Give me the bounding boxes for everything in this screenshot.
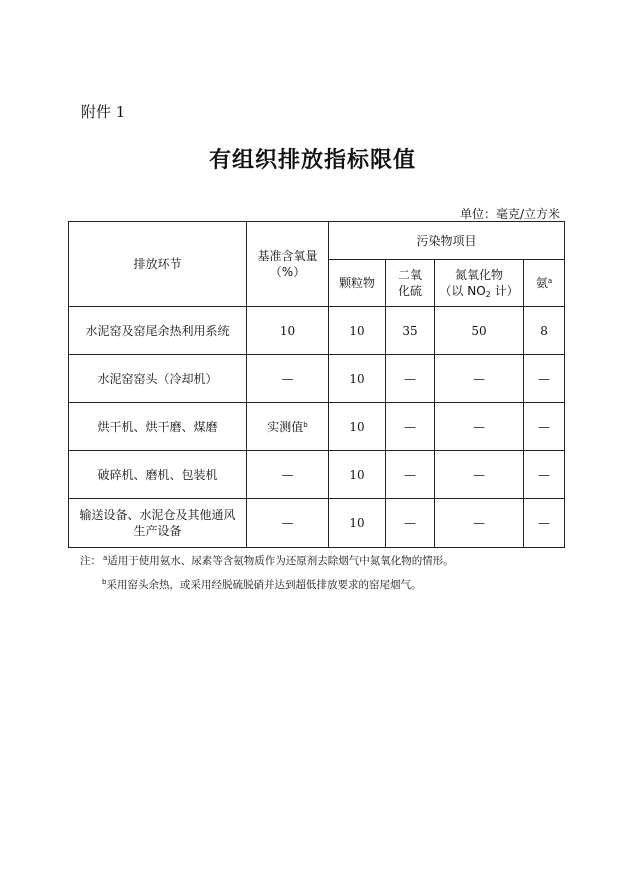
- table-row: [69, 499, 565, 548]
- row-ammonia: —: [524, 355, 565, 403]
- row-ammonia: —: [524, 403, 565, 451]
- row-oxygen-value: 实测值: [267, 419, 304, 434]
- footnote-a-mark: a: [103, 554, 108, 562]
- row-particulate: 10: [329, 499, 386, 548]
- row-stage: 水泥窑及窑尾余热利用系统: [69, 307, 247, 355]
- header-oxygen-line1: 基准含氧量: [257, 249, 318, 263]
- header-ammonia-footnote-mark: a: [547, 277, 553, 285]
- header-nox-suffix: 计）: [490, 284, 519, 298]
- header-nox: [435, 260, 524, 307]
- header-so2: [386, 260, 435, 307]
- header-oxygen-line2: （%）: [269, 265, 306, 279]
- row-stage: [69, 499, 247, 548]
- header-pollutant-group: 污染物项目: [329, 222, 565, 260]
- header-ammonia-label: 氨: [535, 276, 548, 290]
- footnote-b: [102, 578, 421, 592]
- footnote-prefix: 注：: [80, 555, 101, 567]
- row-so2: 35: [386, 307, 435, 355]
- table-header-row: [69, 222, 565, 260]
- row-stage: 水泥窑窑头（冷却机）: [69, 355, 247, 403]
- row-so2: —: [386, 499, 435, 548]
- row-ammonia: —: [524, 451, 565, 499]
- table-row: [69, 307, 565, 355]
- table-row: [69, 451, 565, 499]
- row-ammonia: 8: [524, 307, 565, 355]
- row-oxygen: —: [247, 499, 329, 548]
- row-oxygen: —: [247, 355, 329, 403]
- unit-label: 单位：毫克/立方米: [459, 207, 560, 221]
- row-nox: —: [435, 499, 524, 548]
- emission-limits-table: [68, 221, 565, 548]
- row-particulate: 10: [329, 307, 386, 355]
- row-nox: —: [435, 451, 524, 499]
- row-stage-line2: 生产设备: [133, 524, 182, 538]
- header-so2-line2: 化硫: [397, 284, 422, 298]
- footnote-a-text: 适用于使用氨水、尿素等含氨物质作为还原剂去除烟气中氮氧化物的情形。: [107, 555, 454, 567]
- header-stage: 排放环节: [69, 222, 247, 307]
- row-so2: —: [386, 451, 435, 499]
- row-oxygen: —: [247, 451, 329, 499]
- row-particulate: 10: [329, 403, 386, 451]
- row-nox: 50: [435, 307, 524, 355]
- table-row: [69, 403, 565, 451]
- document-title: 有组织排放指标限值: [208, 147, 416, 173]
- row-oxygen: [247, 403, 329, 451]
- row-stage-line1: 输送设备、水泥仓及其他通风: [79, 508, 236, 522]
- row-oxygen: 10: [247, 307, 329, 355]
- header-ammonia: [524, 260, 565, 307]
- header-particulate: 颗粒物: [329, 260, 386, 307]
- row-stage: 破碎机、磨机、包装机: [69, 451, 247, 499]
- attachment-label: 附件 1: [81, 103, 126, 121]
- row-stage: 烘干机、烘干磨、煤磨: [69, 403, 247, 451]
- header-nox-line1: 氮氧化物: [454, 268, 503, 282]
- footnote-b-mark: b: [102, 578, 107, 586]
- header-nox-subscript: 2: [485, 290, 491, 299]
- row-nox: —: [435, 403, 524, 451]
- row-nox: —: [435, 355, 524, 403]
- row-ammonia: —: [524, 499, 565, 548]
- row-so2: —: [386, 403, 435, 451]
- footnote-b-text: 采用窑头余热，或采用经脱硫脱硝并达到超低排放要求的窑尾烟气。: [106, 579, 422, 591]
- row-so2: —: [386, 355, 435, 403]
- header-oxygen: [247, 222, 329, 307]
- table-row: [69, 355, 565, 403]
- row-particulate: 10: [329, 451, 386, 499]
- header-nox-prefix: （以 NO: [439, 284, 486, 298]
- header-nox-line2: [437, 283, 521, 299]
- row-particulate: 10: [329, 355, 386, 403]
- header-so2-line1: 二氧: [397, 268, 422, 282]
- row-oxygen-footnote-mark: b: [303, 420, 308, 429]
- footnote-a: [80, 554, 454, 568]
